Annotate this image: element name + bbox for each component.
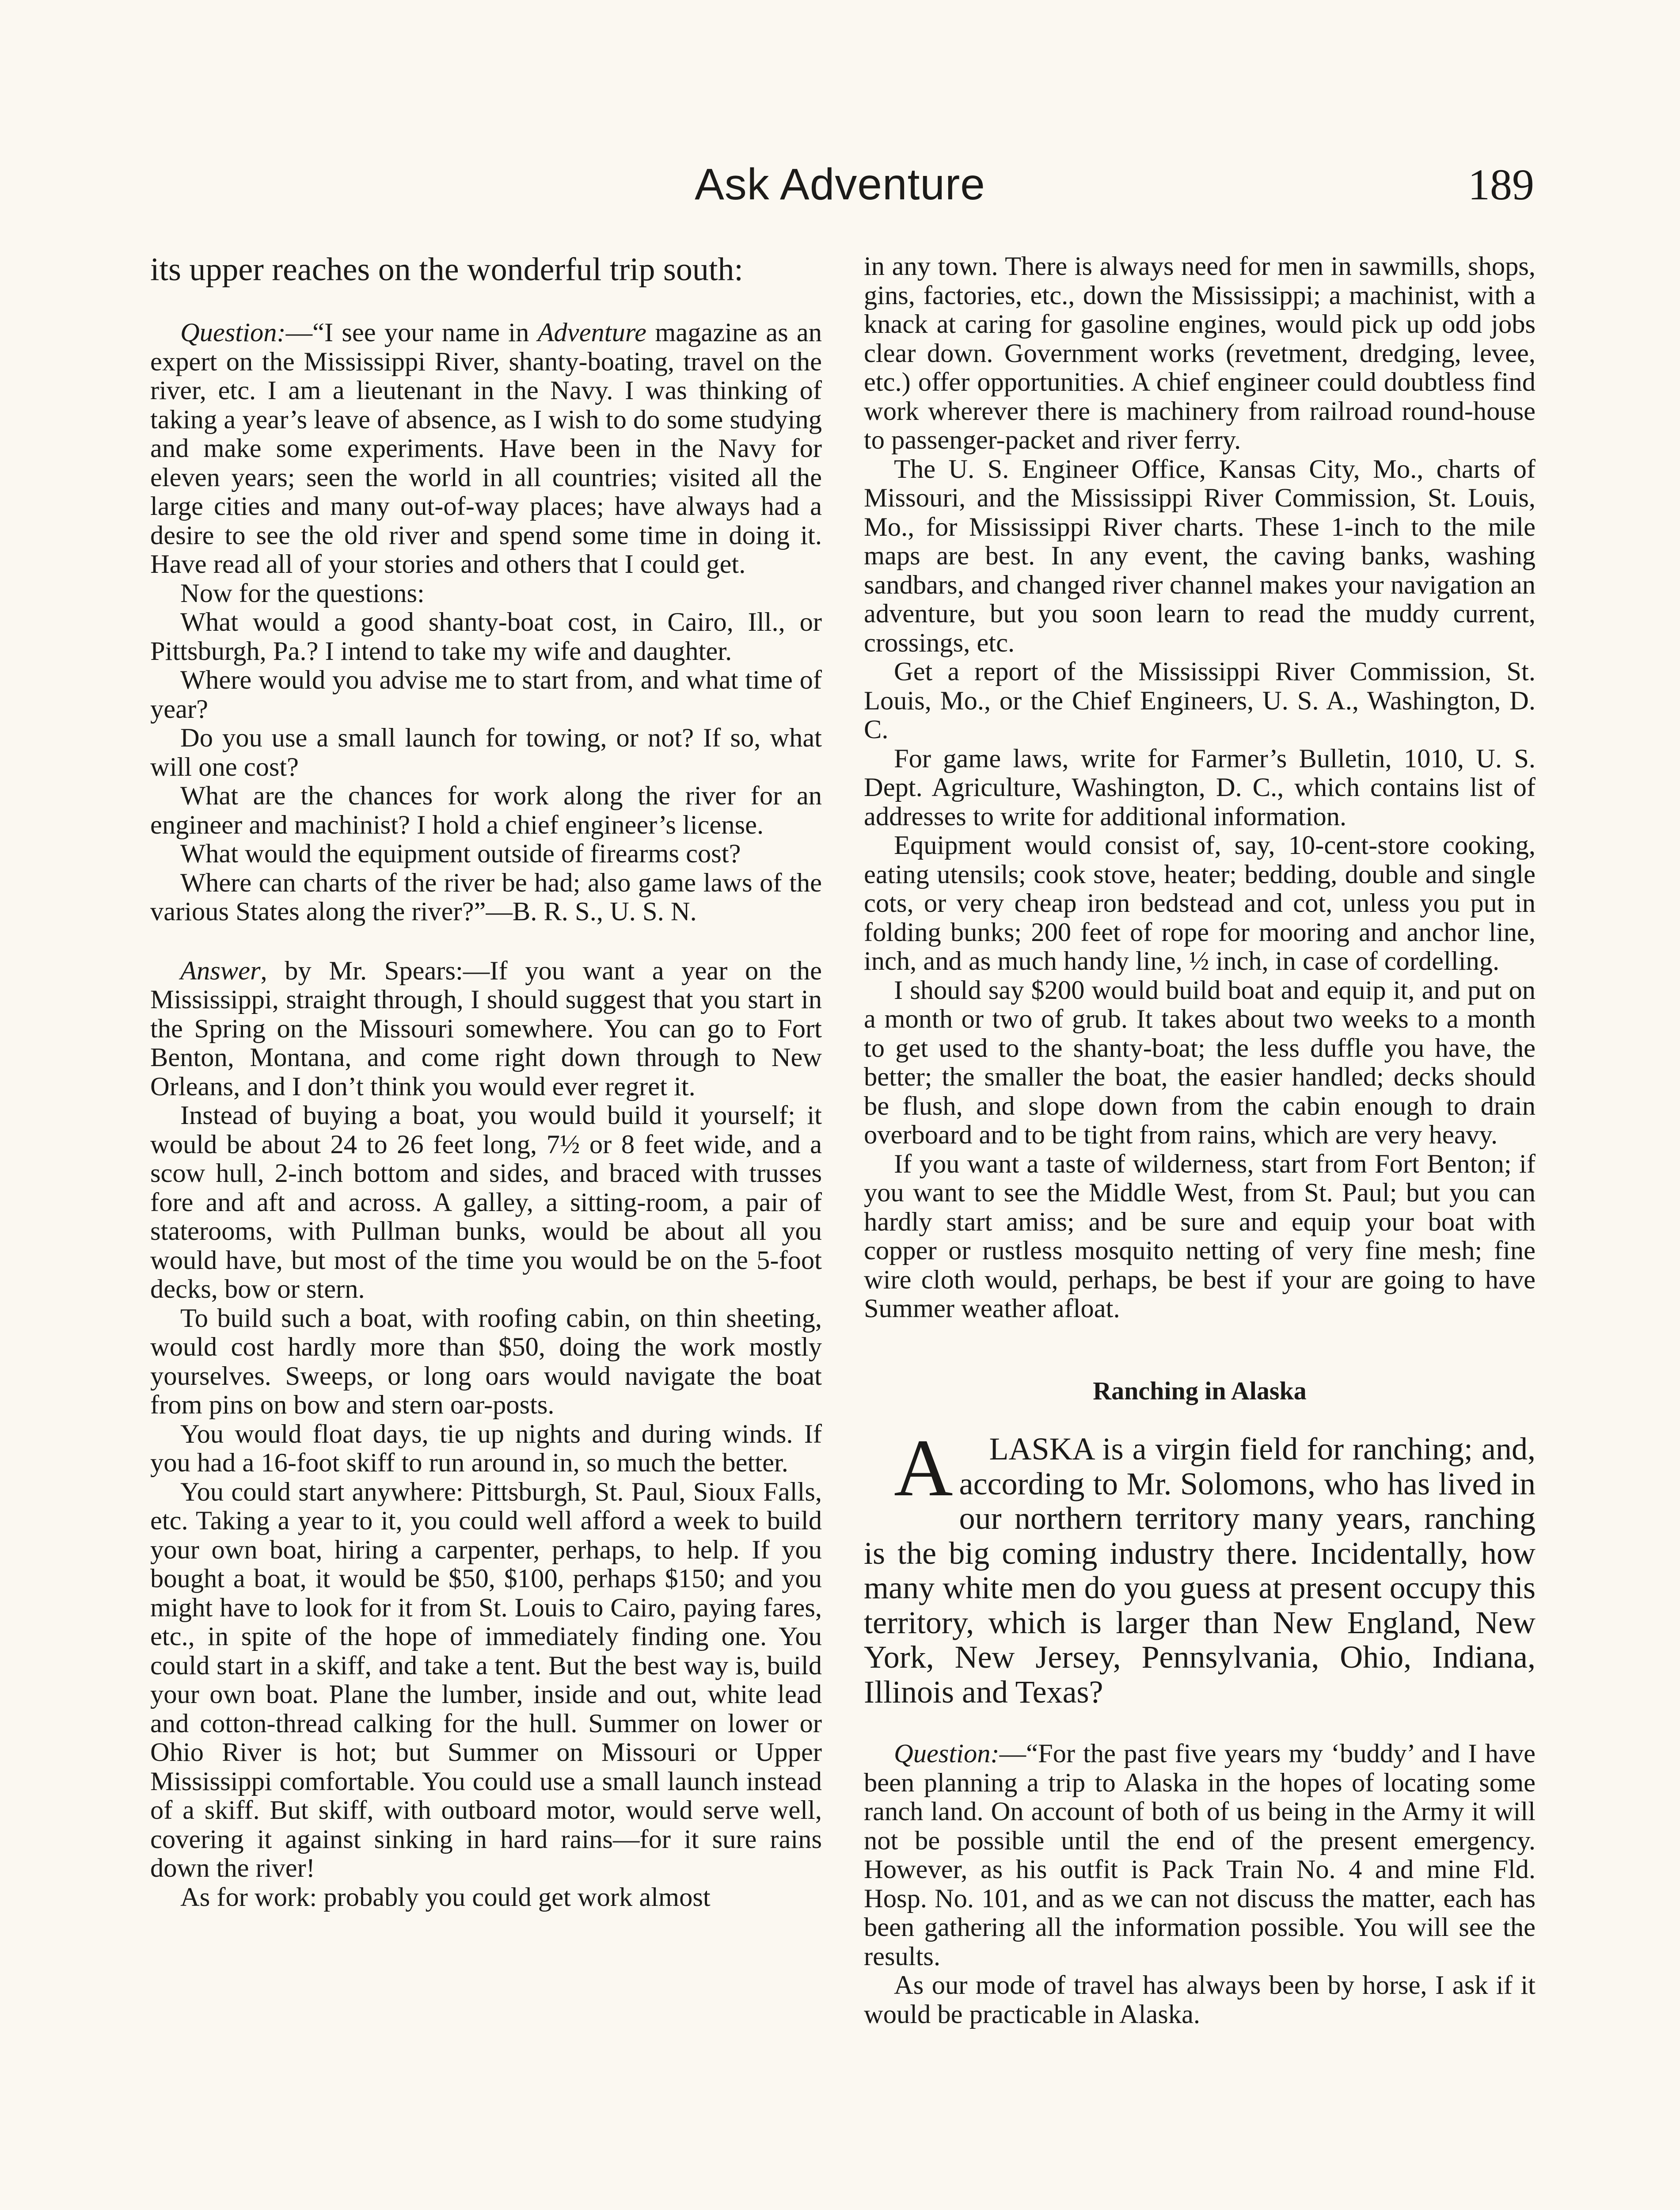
answer-paragraph [150,956,822,1101]
running-title: Ask Adventure [695,160,985,209]
magazine-name: Adventure [537,318,646,347]
question-paragraph: What would a good shanty-boat cost, in Cairo, Ill., or Pittsburgh, Pa.? I intend to take my wife and daughter. [150,607,822,666]
answer-paragraph: You could start anywhere: Pittsburgh, St. Paul, Sioux Falls, etc. Taking a year to it, you could well afford a week to build your own boat, hiring a carpenter, perhaps, to help. If you bought a boat, it would be $50, $100, perhaps $150; and you might have to look for it from St. Louis to Cairo, paying fares, etc., in spite of the hope of immediately finding one. You could start in a skiff, and take a tent. But the best way is, build your own boat. Plane the lumber, inside and out, white lead and cotton-thread calking for the hull. Summer on lower or Ohio River is hot; but Summer on Missouri or Upper Mississippi comfortable. You could use a small launch instead of a skiff. But skiff, with outboard motor, would serve well, covering it against sinking in hard rains—for it sure rains down the river! [150,1477,822,1883]
question-paragraph: Where can charts of the river be had; also game laws of the various States along the river?”—B. R. S., U. S. N. [150,868,822,926]
question-text-b: magazine as an expert on the Mississippi River, shanty-boating, travel on the river, etc. I am a lieutenant in the Navy. I was thinking of taking a year’s leave of absence, as I wish to do some studying and make some experiments. Have been in the Navy for eleven years; seen the world in all countries; visited all the large cities and many out-of-way places; have always had a desire to see the old river and spend some time in doing it. Have read all of your stories and others that I could get. [150,318,822,579]
answer-paragraph: Instead of buying a boat, you would build it yourself; it would be about 24 to 26 feet long, 7½ or 8 feet wide, and a scow hull, 2-inch bottom and sides, and braced with trusses fore and aft and across. A galley, a sitting-room, a pair of staterooms, with Pullman bunks, would be about all you would have, but most of the time you would be on the 5-foot decks, bow or stern. [150,1101,822,1304]
answer-paragraph: The U. S. Engineer Office, Kansas City, Mo., charts of Missouri, and the Mississippi River Commission, St. Louis, Mo., for Mississippi River charts. These 1-inch to the mile maps are best. In any event, the caving banks, washing sandbars, and changed river channel makes your navigation an adventure, but you soon learn to read the muddy current, crossings, etc. [864,454,1536,658]
answer-paragraph: For game laws, write for Farmer’s Bulletin, 1010, U. S. Dept. Agriculture, Washington, D. C., which contains list of addresses to write for additional information. [864,743,1536,831]
question-label: Question: [180,318,286,347]
answer-label: Answer [180,956,261,986]
page-number: 189 [1468,160,1534,209]
question-paragraph: As our mode of travel has always been by horse, I ask if it would be practicable in Alaska. [864,1970,1536,2029]
answer-paragraph: To build such a boat, with roofing cabin, on thin sheeting, would cost hardly more than $50, doing the work mostly yourselves. Sweeps, or long oars would navigate the boat from pins on bow and stern oar-posts. [150,1303,822,1420]
question-text-a: —“I see your name in [285,318,538,347]
question-paragraph: Do you use a small launch for towing, or not? If so, what will one cost? [150,723,822,782]
page-header [146,159,1534,221]
left-column [150,252,822,2210]
drop-cap: A [894,1423,953,1513]
answer-paragraph: Get a report of the Mississippi River Commission, St. Louis, Mo., or the Chief Engineers, U. S. A., Washington, D. C. [864,657,1536,744]
answer-paragraph: in any town. There is always need for men in sawmills, shops, gins, factories, etc., down the Mississippi; a machinist, with a knack at caring for gasoline engines, would pick up odd jobs clear down. Government works (revetment, dredging, levee, etc.) offer opportunities. A chief engineer could doubtless find work wherever there is machinery from railroad round-house to passenger-packet and river ferry. [864,252,1536,455]
answer-paragraph: Equipment would consist of, say, 10-cent-store cooking, eating utensils; cook stove, heater; bedding, double and single cots, or very cheap iron bedstead and cot, unless you put in folding bunks; 200 feet of rope for mooring and anchor line, inch, and as much handy line, ½ inch, in case of cordelling. [864,831,1536,976]
intro-text: LASKA is a virgin field for ranching; and, according to Mr. Solomons, who has lived in our northern territory many years, ranching is the big coming industry there. Incidentally, how many white men do you guess at present occupy this territory, which is larger than New England, New York, New Jersey, Pennsylvania, Ohio, Indiana, Illinois and Texas? [864,1431,1536,1710]
answer-paragraph: As for work: probably you could get work almost [180,1882,711,1912]
section-heading: Ranching in Alaska [1093,1376,1307,1405]
question-paragraph: What would the equipment outside of firearms cost? [180,839,741,869]
section-intro [864,1423,1536,1710]
lead-text: its upper reaches on the wonderful trip south: [150,252,743,288]
question-paragraph: Now for the questions: [180,578,425,608]
answer-paragraph: You would float days, tie up nights and during winds. If you had a 16-foot skiff to run around in, so much the better. [150,1419,822,1478]
question-paragraph [150,318,822,579]
right-column [864,252,1536,2210]
question-text: —“For the past five years my ‘buddy’ and I have been planning a trip to Alaska in the hopes of locating some ranch land. On account of both of us being in the Army it will not be possible until the end of the present emergency. However, as his outfit is Pack Train No. 4 and mine Fld. Hosp. No. 101, and as we can not discuss the matter, each has been gathering all the information possible. You will see the results. [864,1739,1536,1971]
question-paragraph [864,1739,1536,1971]
answer-paragraph: If you want a taste of wilderness, start from Fort Benton; if you want to see the Middle West, from St. Paul; but you can hardly start amiss; and be sure and equip your boat with copper or rustless mosquito netting of very fine mesh; fine wire cloth would, perhaps, be best if your are going to have Summer weather afloat. [864,1149,1536,1323]
question-paragraph: Where would you advise me to start from, and what time of year? [150,665,822,724]
question-label: Question: [894,1739,1000,1768]
answer-text: , by Mr. Spears:—If you want a year on the Mississippi, straight through, I should suggest that you start in the Spring on the Missouri somewhere. You can go to Fort Benton, Montana, and come right down through to New Orleans, and I don’t think you would ever regret it. [150,956,822,1101]
question-paragraph: What are the chances for work along the river for an engineer and machinist? I hold a chief engineer’s license. [150,781,822,840]
answer-paragraph: I should say $200 would build boat and equip it, and put on a month or two of grub. It takes about two weeks to a month to get used to the shanty-boat; the less duffle you have, the better; the smaller the boat, the easier handled; decks should be flush, and slope down from the cabin enough to drain overboard and to be tight from rains, which are very heavy. [864,975,1536,1150]
